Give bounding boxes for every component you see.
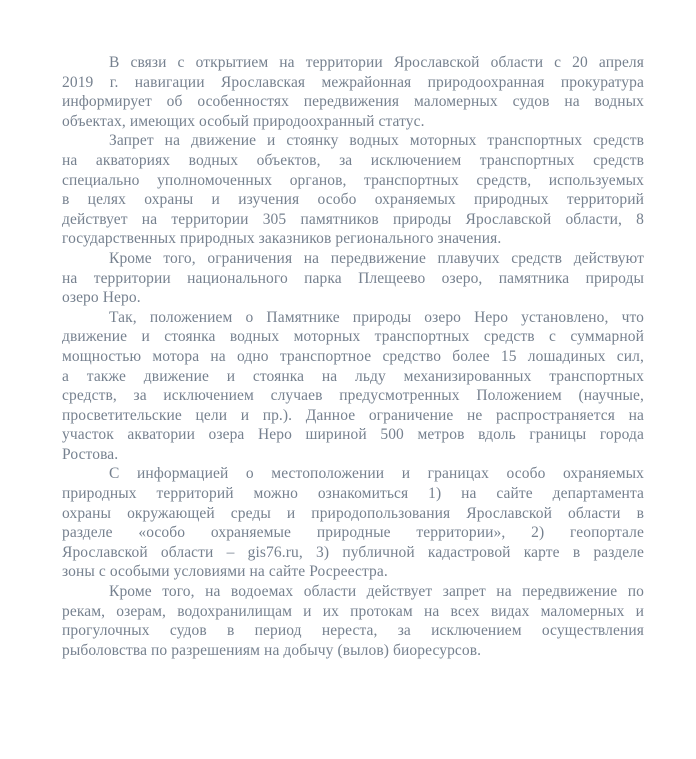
text-line: охраны окружающей среды и природопользования Ярославской области в [62,504,644,522]
text-line: природных территорий можно ознакомиться 1) на сайте департамента [62,485,644,503]
paragraph [62,582,644,660]
text-line: движение и стоянка водных моторных транспортных средств с суммарной [62,328,644,346]
document-text [62,53,644,660]
paragraph [62,131,644,249]
text-line: Кроме того, на водоемах области действует запрет на передвижение по [109,583,644,601]
text-line: прогулочных судов в период нереста, за исключением осуществления [62,622,644,640]
paragraph [62,249,644,308]
text-line: информирует об особенностях передвижения маломерных судов на водных [62,93,644,111]
text-line: Кроме того, ограничения на передвижение плавучих средств действуют [109,249,644,267]
text-line: на территории национального парка Плещеево озеро, памятника природы [62,269,644,287]
text-line: С информацией о местоположении и границах особо охраняемых [109,465,644,483]
text-line: рекам, озерам, водохранилищам и их протокам на всех видах маломерных и [62,602,644,620]
text-line: участок акватории озера Неро шириной 500 метров вдоль границы города [62,426,644,444]
text-line: просветительские цели и пр.). Данное ограничение не распространяется на [62,406,644,424]
text-line: 2019 г. навигации Ярославская межрайонная природоохранная прокуратура [62,73,644,91]
text-line: средств, за исключением случаев предусмотренных Положением (научные, [62,387,644,405]
text-line: в целях охраны и изучения особо охраняемых природных территорий [62,191,644,209]
text-line: действует на территории 305 памятников природы Ярославской области, 8 [62,210,644,228]
text-line: мощностью мотора на одно транспортное средство более 15 лошадиных сил, [62,347,644,365]
text-line: Так, положением о Памятнике природы озеро Неро установлено, что [109,308,644,326]
paragraph [62,53,644,131]
paragraph [62,308,644,465]
text-line: объектах, имеющих особый природоохранный статус. [62,112,425,130]
text-line: Ростова. [62,445,119,463]
text-line: В связи с открытием на территории Ярославской области с 20 апреля [109,54,644,71]
text-line: озеро Неро. [62,289,141,307]
text-line: на акваториях водных объектов, за исключением транспортных средств [62,151,644,169]
text-line: государственных природных заказников регионального значения. [62,230,502,248]
text-line: специально уполномоченных органов, транспортных средств, используемых [62,171,644,189]
text-line: рыболовства по разрешениям на добычу (вылов) биоресурсов. [62,641,482,659]
paragraph [62,464,644,582]
text-line: зоны с особыми условиями на сайте Росреестра. [62,563,388,581]
text-line: а также движение и стоянка на льду механизированных транспортных [62,367,644,385]
text-line: Запрет на движение и стоянку водных моторных транспортных средств [109,132,644,150]
text-line: Ярославской области – gis76.ru, 3) публичной кадастровой карте в разделе [62,543,644,561]
text-line: разделе «особо охраняемые природные территории», 2) геопортале [62,524,644,542]
